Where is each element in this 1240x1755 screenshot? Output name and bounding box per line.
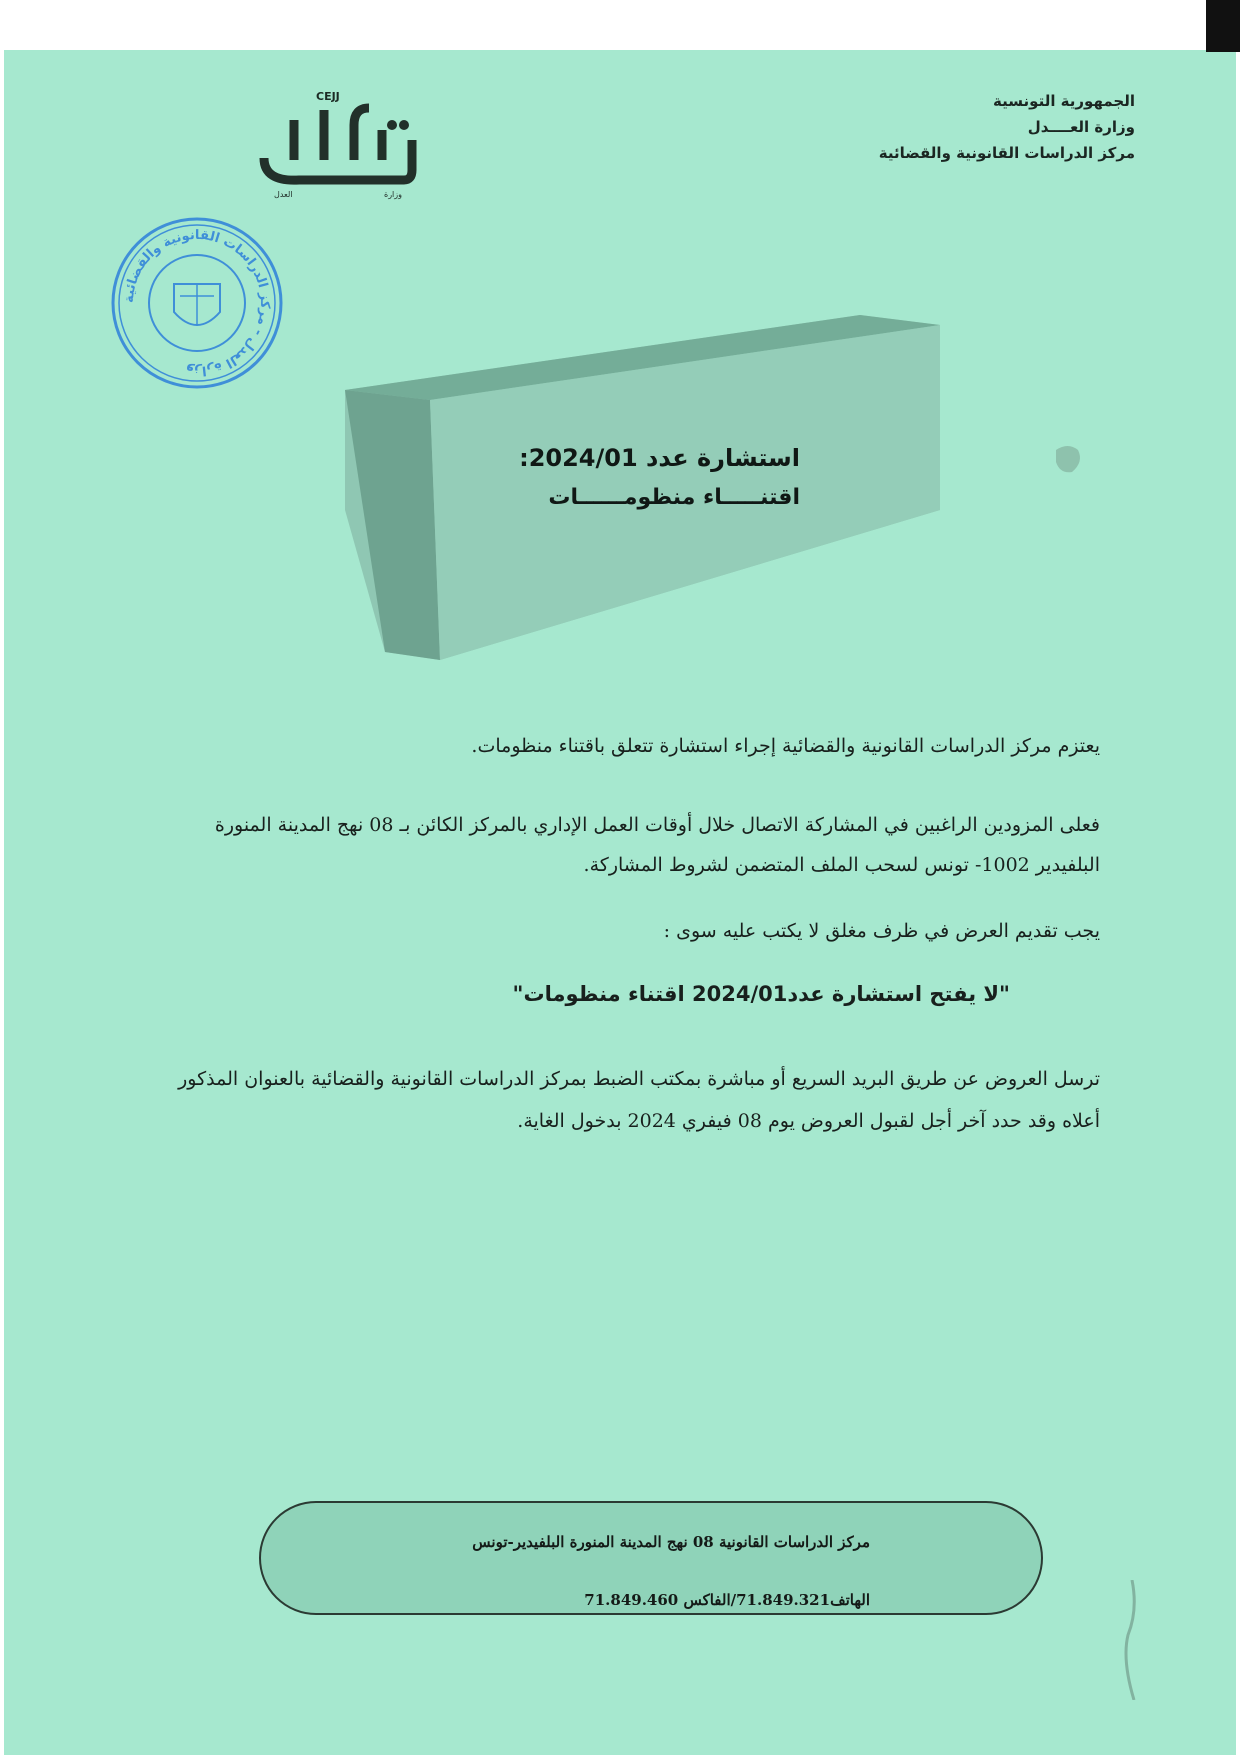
envelope-label: "لا يفتح استشارة عدد2024/01 اقتناء منظومات"	[512, 982, 1010, 1006]
logo-acronym: CEJJ	[316, 90, 340, 103]
logo-sub-right: وزارة	[384, 190, 403, 199]
ministry-logo	[254, 90, 434, 202]
ink-smudge	[1048, 440, 1088, 480]
footer-phone: الهاتف71.849.321/الفاكس 71.849.460	[584, 1591, 870, 1609]
paragraph-participation: فعلى المزودين الراغبين في المشاركة الاتصال خلال أوقات العمل الإداري بالمركز الكائن بـ 08 نهج المدينة المنورة البلفيدير 1002- تونس لسحب الملف المتضمن لشروط المشاركة.	[214, 814, 1100, 876]
consultation-subject: اقتنـــــاء منظومــــــات	[548, 485, 800, 510]
consultation-number: استشارة عدد 2024/01:	[519, 444, 800, 472]
scan-edge	[1206, 0, 1240, 52]
paper-crease	[1118, 1580, 1148, 1700]
paragraph-intro: يعتزم مركز الدراسات القانونية والقضائية إجراء استشارة تتعلق باقتناء منظومات.	[471, 735, 1100, 757]
letterhead	[879, 88, 1135, 166]
footer-contact	[300, 1530, 870, 1612]
letterhead-ministry: وزارة العــــدل	[1027, 118, 1135, 136]
stamp-text: وزارة العدل - مركز الدراسات القانونية والقضائية	[121, 227, 273, 379]
letterhead-country: الجمهورية التونسية	[993, 92, 1135, 110]
paragraph-envelope: يجب تقديم العرض في ظرف مغلق لا يكتب عليه سوى :	[663, 920, 1100, 942]
official-stamp	[108, 214, 286, 392]
logo-sub-left: العدل	[274, 190, 293, 199]
letterhead-center: مركز الدراسات القانونية والقضائية	[878, 144, 1135, 162]
paragraph-submission: ترسل العروض عن طريق البريد السريع أو مباشرة بمكتب الضبط بمركز الدراسات القانونية والقضائية بالعنوان المذكور أعلاه وقد حدد آخر أجل لقبول العروض يوم 08 فيفري 2024 بدخول الغاية.	[178, 1068, 1100, 1132]
consultation-title	[480, 440, 800, 520]
footer-address: مركز الدراسات القانونية 08 نهج المدينة المنورة البلفيدير-تونس	[472, 1533, 870, 1551]
